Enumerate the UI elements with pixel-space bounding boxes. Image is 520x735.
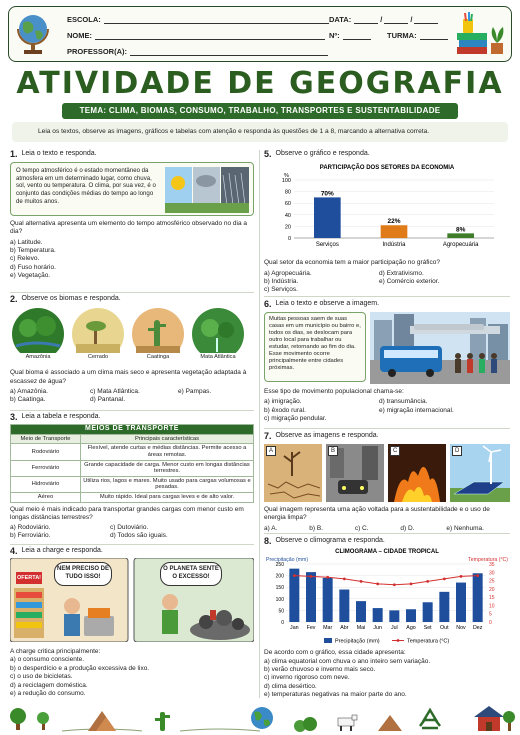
question-prompt: Observe o gráfico e responda. [275, 150, 370, 157]
option-c[interactable]: c) inverno rigoroso com neve. [264, 674, 350, 682]
biome-mata-atlantica [192, 308, 244, 360]
option-a[interactable]: a) imigração. [264, 398, 302, 406]
precipitation-bar [423, 602, 433, 622]
option-c[interactable]: c) Mata Atlântica. [90, 387, 140, 395]
image-label: D [452, 446, 462, 456]
text-box [10, 162, 254, 216]
globe-icon [13, 11, 53, 57]
temperature-point [393, 584, 396, 587]
bar [381, 225, 408, 238]
table-header: Principais características [81, 434, 254, 444]
option-b[interactable]: b) verão chuvoso e inverno mais seco. [264, 666, 376, 674]
y-tick-label-left: 0 [281, 620, 284, 627]
precipitation-bar [356, 601, 366, 622]
data-label: 8% [455, 226, 466, 234]
option-c[interactable]: c) Serviços. [264, 286, 298, 294]
chart-title: CLIMOGRAMA – CIDADE TROPICAL [335, 549, 439, 556]
x-tick-label: Indústria [382, 242, 406, 249]
x-tick-label: Agropecuária [442, 242, 479, 249]
question-prompt: Leia a charge e responda. [21, 547, 103, 554]
divider [10, 410, 254, 411]
option-a[interactable]: a) Amazônia. [10, 387, 48, 395]
question-number: 1. [10, 149, 18, 159]
name-field[interactable] [95, 32, 325, 40]
data-label: 22% [387, 218, 401, 226]
cactus-icon [155, 712, 170, 731]
biome-cerrado [72, 308, 124, 360]
recycle-icon [420, 710, 440, 728]
x-tick-label: Fev [306, 625, 316, 632]
option-b[interactable]: b) o desperdício e a produção excessiva de lixo. [10, 664, 150, 672]
y-tick-label: 60 [284, 201, 291, 208]
bottom-decoration [0, 700, 520, 735]
climogram-chart [264, 546, 510, 646]
y-tick-label-right: 5 [489, 611, 492, 618]
biome-label: Caatinga [134, 353, 182, 361]
option-e[interactable]: e) Comércio exterior. [379, 278, 440, 286]
question-prompt: Observe os biomas e responda. [21, 295, 121, 302]
option-a[interactable]: a) Rodoviário. [10, 523, 51, 531]
x-tick-label: Mar [323, 625, 333, 632]
option-c[interactable]: c) C. [354, 524, 369, 532]
y-tick-label-left: 200 [275, 573, 284, 580]
question-4 [10, 547, 254, 698]
question-6 [264, 300, 510, 424]
bush-icon [294, 717, 317, 732]
table-header: Meio de Transporte [11, 434, 81, 444]
divider [264, 296, 510, 297]
option-e[interactable]: e) Nenhuma. [446, 524, 484, 532]
teacher-label: PROFESSOR(A): [67, 47, 127, 56]
class-field[interactable] [420, 32, 448, 40]
table-cell: Utiliza rios, lagos e mares. Muito usado para cargas volumosas e pesadas. [81, 476, 254, 492]
table-cell: Flexível, atende curtas e médias distâncias. Permite acesso a áreas remotas. [81, 444, 254, 460]
table-row [11, 460, 254, 476]
x-tick-label: Out [440, 625, 449, 632]
column-divider [259, 150, 260, 698]
y-tick-label: 80 [284, 189, 291, 196]
option-d[interactable]: d) Pantanal. [90, 396, 126, 404]
option-d[interactable]: d) Fuso horário. [10, 263, 56, 271]
table-row [11, 444, 254, 460]
date-month-field[interactable] [384, 16, 408, 24]
precipitation-bar [339, 590, 349, 622]
temperature-line [294, 576, 477, 585]
mountain-icon [378, 715, 402, 731]
school-field[interactable] [104, 16, 329, 24]
q7-question: Qual imagem representa uma ação voltada para a sustentabilidade e o uso de energia limpa? [264, 506, 490, 522]
biome-amazonia [12, 308, 64, 360]
biome-label: Cerrado [74, 353, 122, 361]
x-tick-label: Nov [456, 625, 466, 632]
option-c[interactable]: c) o uso de bicicletas. [10, 673, 73, 681]
temperature-point [460, 575, 463, 578]
y-tick-label-left: 150 [275, 585, 284, 592]
y-tick-label-right: 0 [489, 620, 492, 627]
option-e[interactable]: e) Vegetação. [10, 272, 51, 280]
q2-question: Qual bioma é associado a um clima mais seco e apresenta vegetação adaptada à escassez de água? [10, 369, 247, 385]
question-prompt: Leia o texto e observe a imagem. [275, 300, 380, 307]
x-tick-label: Jul [390, 625, 398, 632]
option-b[interactable]: b) Caatinga. [10, 396, 46, 404]
option-a[interactable]: a) A. [264, 524, 278, 532]
option-c[interactable]: c) Relevo. [10, 255, 40, 263]
bar [314, 198, 341, 239]
temperature-point [376, 583, 379, 586]
image-label: A [266, 446, 276, 456]
option-b[interactable]: b) Indústria. [264, 278, 299, 286]
y-tick-label: 0 [287, 236, 291, 243]
table-row [11, 476, 254, 492]
precipitation-bar [373, 608, 383, 622]
y-tick-label-left: 250 [275, 562, 284, 569]
class-label: TURMA: [387, 31, 417, 40]
option-c[interactable]: c) migração pendular. [264, 415, 327, 423]
option-d[interactable]: d) a reciclagem doméstica. [10, 681, 88, 689]
temperature-point [476, 574, 479, 577]
question-number: 3. [10, 412, 18, 422]
tree-icon [37, 712, 49, 730]
table-cell: Ferroviário [11, 460, 81, 476]
x-tick-label: Jun [373, 625, 382, 632]
temperature-point [326, 576, 329, 579]
y-tick-label-left: 100 [275, 597, 284, 604]
table-cell: Grande capacidade de carga. Menor custo em longas distâncias terrestres. [81, 460, 254, 476]
sustainability-images [264, 444, 510, 502]
divider [264, 428, 510, 429]
option-d[interactable]: d) clima desértico. [264, 682, 317, 690]
table-row [11, 492, 254, 502]
divider [264, 533, 510, 534]
table-cell: Muito rápido. Ideal para cargas leves e de alto valor. [81, 492, 254, 502]
x-tick-label: Mai [356, 625, 366, 632]
temperature-point [443, 578, 446, 581]
image-label: C [390, 446, 400, 456]
legend-marker [397, 639, 400, 642]
house-icon [474, 706, 504, 731]
bar [447, 234, 474, 239]
question-number: 4. [10, 546, 18, 556]
biome-caatinga [132, 308, 184, 360]
x-tick-label: Ago [406, 625, 416, 632]
option-c[interactable]: c) Dutoviário. [110, 523, 149, 531]
legend-label: Temperatura (°C) [407, 638, 450, 645]
temperature-point [360, 580, 363, 583]
biome-label: Mata Atlântica [192, 353, 244, 361]
option-b[interactable]: b) Ferroviário. [10, 532, 51, 540]
q6-question: Esse tipo de movimento populacional chama-se: [264, 388, 404, 396]
speech-bubble: O PLANETA SENTE O EXCESSO! [160, 562, 222, 586]
option-d[interactable]: d) Todos são iguais. [110, 532, 168, 540]
precipitation-bar [473, 573, 483, 622]
mountain-icon [88, 711, 116, 731]
legend-swatch-precipitation [324, 638, 332, 643]
y-tick-label-right: 20 [489, 587, 495, 594]
x-tick-label: Serviços [315, 242, 339, 249]
chart-title: PARTICIPAÇÃO DOS SETORES DA ECONOMIA [319, 165, 455, 172]
sector-bar-chart [264, 160, 510, 256]
speech-bubble: NEM PRECISO DE TUDO ISSO! [54, 562, 112, 586]
y-tick-label-right: 10 [489, 603, 495, 610]
y-axis-left-label: Precipitação (mm) [266, 557, 309, 564]
option-b[interactable]: b) Temperatura. [10, 247, 56, 255]
name-label: NOME: [67, 31, 92, 40]
precipitation-bar [439, 592, 449, 622]
q8-question: De acordo com o gráfico, essa cidade apresenta: [264, 649, 406, 657]
option-b[interactable]: b) B. [309, 524, 323, 532]
question-number: 2. [10, 294, 18, 304]
bus-icon [380, 346, 442, 372]
y-axis-right-label: Temperatura (°C) [468, 557, 508, 564]
question-number: 7. [264, 431, 272, 441]
temperature-point [293, 574, 296, 577]
books-and-plant-icon [453, 9, 509, 59]
question-prompt: Leia o texto e responda. [21, 150, 97, 157]
option-a[interactable]: a) Agropecuária. [264, 269, 312, 277]
image-label: B [328, 446, 338, 456]
option-e[interactable]: e) a redução do consumo. [10, 690, 86, 698]
option-d[interactable]: d) D. [400, 524, 415, 532]
question-number: 5. [264, 149, 272, 159]
x-tick-label: Abr [340, 625, 349, 632]
table-cell: Hidroviário [11, 476, 81, 492]
option-e[interactable]: e) temperaturas negativas na maior parte do ano. [264, 691, 407, 699]
precipitation-bar [323, 578, 333, 622]
y-tick-label: 100 [281, 178, 291, 185]
table-cell: Aéreo [11, 492, 81, 502]
option-b[interactable]: b) êxodo rural. [264, 406, 306, 414]
temperature-point [410, 583, 413, 586]
question-prompt: Leia a tabela e responda. [21, 413, 101, 420]
sun-icon [171, 176, 185, 190]
precipitation-bar [306, 572, 316, 622]
cow-icon [338, 715, 357, 731]
question-number: 6. [264, 299, 272, 309]
option-a[interactable]: a) Latitude. [10, 238, 43, 246]
cloud-icon [196, 175, 216, 187]
divider [10, 544, 254, 545]
date-label: DATA: [329, 15, 352, 24]
question-3 [10, 413, 254, 541]
precipitation-bar [406, 609, 416, 622]
transport-table [10, 424, 254, 502]
question-prompt: Observe o climograma e responda. [275, 537, 385, 544]
y-tick-label-right: 35 [489, 562, 495, 569]
q1-question: Qual alternativa apresenta um elemento do tempo atmosférico observado no dia a dia? [10, 220, 248, 236]
temperature-point [426, 580, 429, 583]
divider [10, 292, 254, 293]
question-1 [10, 150, 254, 281]
question-5 [264, 150, 510, 295]
y-axis-label: % [284, 173, 289, 180]
biome-label: Amazônia [14, 353, 62, 361]
y-tick-label: 20 [284, 224, 291, 231]
page-title: ATIVIDADE DE GEOGRAFIA [16, 66, 504, 101]
y-tick-label-right: 30 [489, 570, 495, 577]
number-field[interactable] [343, 32, 371, 40]
date-year-field[interactable] [414, 16, 438, 24]
instructions-text: Leia os textos, observe as imagens, gráficos e tabelas com atenção e responda às questões de 1 a 8, marcando a alternativa correta. [38, 128, 430, 135]
instructions [12, 122, 508, 142]
school-label: ESCOLA: [67, 15, 101, 24]
date-day-field[interactable] [354, 16, 378, 24]
x-tick-label: Dez [472, 625, 483, 632]
cartoon [10, 558, 254, 642]
option-e[interactable]: e) migração internacional. [379, 406, 454, 414]
commuters-bus-image [370, 312, 510, 384]
option-a[interactable]: a) o consumo consciente. [10, 656, 85, 664]
q4-question: A charge critica principalmente: [10, 648, 101, 656]
y-tick-label-right: 15 [489, 595, 495, 602]
precipitation-bar [389, 611, 399, 623]
y-tick-label-left: 50 [278, 608, 284, 615]
precipitation-bar [456, 583, 466, 622]
legend-label: Precipitação (mm) [335, 638, 380, 645]
temperature-point [343, 578, 346, 581]
q3-question: Qual meio é mais indicado para transportar grandes cargas com menor custo em longas distâncias terrestres? [10, 505, 244, 521]
y-tick-label-right: 25 [489, 578, 495, 585]
weather-images [165, 167, 249, 213]
q1-text: O tempo atmosférico é o estado momentâneo da atmosfera em um determinado lugar, como chuva, sol, vento ou temperatura. O clima, por sua vez, é o conjunto das condições médias do tempo ao longo de muitos anos. [16, 167, 156, 205]
date-separator: / [380, 15, 383, 24]
globe-icon [251, 707, 273, 729]
q6-text: Muitas pessoas saem de suas casas em um município ou bairro e, todos os dias, se deslocam para outro local para trabalhar ou estudar, retornando ao fim do dia. Esse movimento ocorre principalmente entre cidades próximas. [264, 312, 366, 382]
option-d[interactable]: d) transumância. [379, 398, 428, 406]
option-d[interactable]: d) Extrativismo. [379, 269, 424, 277]
option-e[interactable]: e) Pampas. [178, 387, 212, 395]
temperature-point [310, 575, 313, 578]
number-label: Nº: [329, 31, 340, 40]
tree-icon [503, 711, 515, 731]
table-title: MEIOS DE TRANSPORTE [11, 425, 254, 435]
student-info-header [8, 6, 512, 62]
x-tick-label: Jan [290, 625, 299, 632]
y-tick-label: 40 [284, 213, 291, 220]
q5-question: Qual setor da economia tem a maior participação no gráfico? [264, 259, 440, 267]
offer-sign: OFERTA! [16, 572, 42, 584]
date-separator: / [410, 15, 413, 24]
option-a[interactable]: a) clima equatorial com chuva o ano inteiro sem variação. [264, 657, 431, 665]
theme-banner: TEMA: CLIMA, BIOMAS, CONSUMO, TRABALHO, TRANSPORTES E SUSTENTABILIDADE [62, 103, 458, 119]
table-cell: Rodoviário [11, 444, 81, 460]
question-7 [264, 432, 510, 533]
tree-icon [10, 708, 26, 730]
question-prompt: Observe as imagens e responda. [275, 432, 379, 439]
question-2 [10, 295, 254, 405]
question-8 [264, 537, 510, 700]
x-tick-label: Set [423, 625, 432, 632]
question-number: 8. [264, 536, 272, 546]
teacher-field[interactable] [130, 48, 328, 56]
data-label: 70% [320, 190, 334, 198]
